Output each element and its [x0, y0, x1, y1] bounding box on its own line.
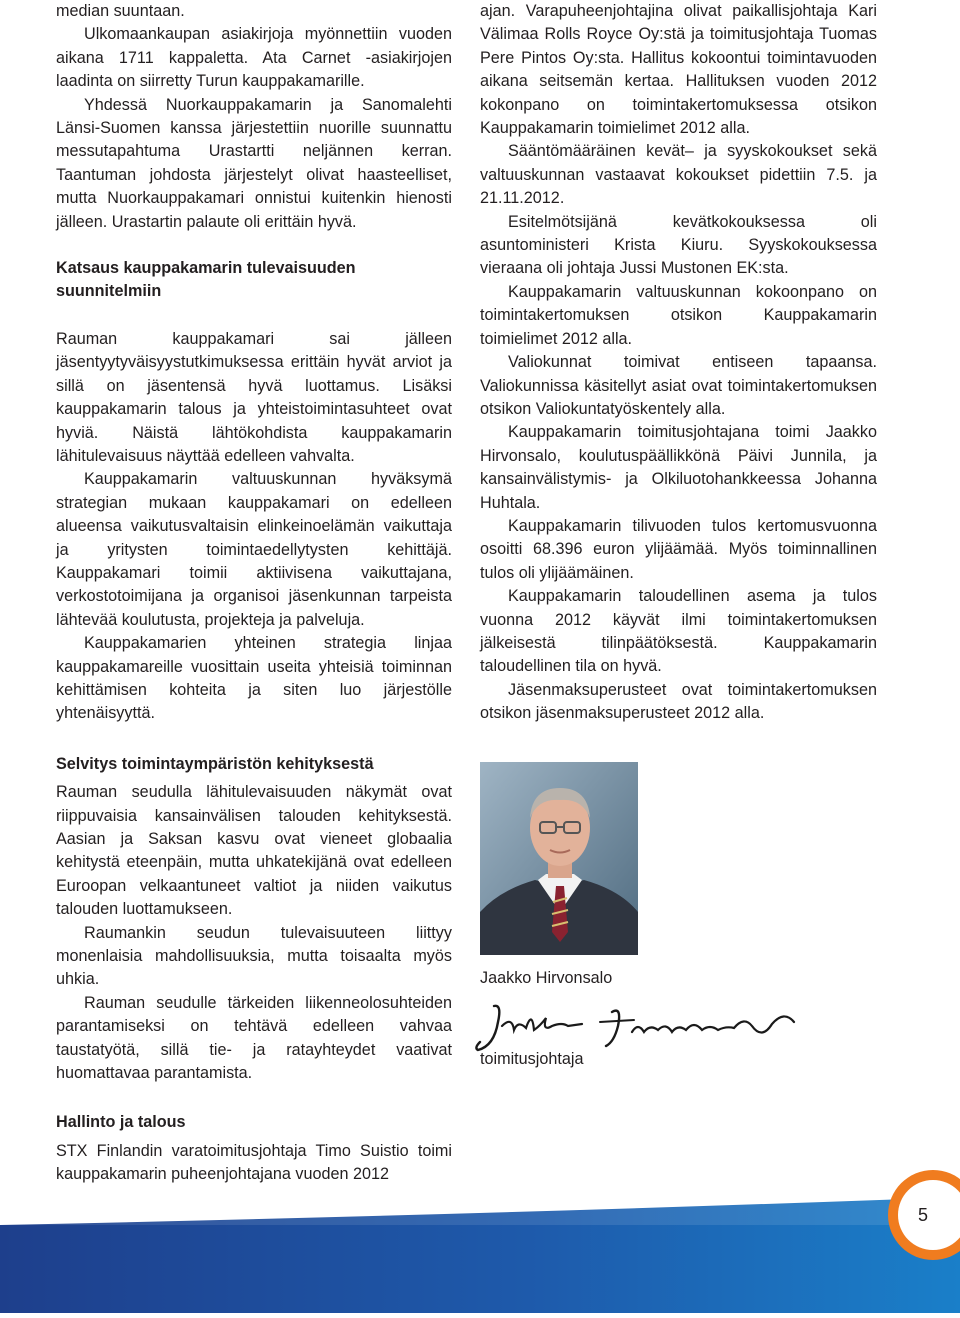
paragraph: Raumankin seudun tulevaisuuteen liittyy monenlaisia mahdollisuuksia, mutta toisaalta myös uhkia. — [56, 923, 452, 989]
page-number-badge-inner — [898, 1180, 960, 1250]
paragraph: Kauppakamarin valtuuskunnan kokoonpano on toimintakertomuksen otsikon Kauppakamarin toimielimet 2012 alla. — [480, 282, 877, 348]
paragraph: Kauppakamarin toimitusjohtajana toimi Jaakko Hirvonsalo, koulutuspäällikkönä Päivi Junnila, ja kansainvälistymis- ja Olkiluotohankkeessa Johanna Huhtala. — [480, 423, 877, 512]
paragraph: Sääntömääräinen kevät– ja syyskokoukset sekä valtuuskunnan vastaavat kokoukset pidettiin 7.5. ja 21.11.2012. — [480, 142, 877, 208]
section-heading-selvitys: Selvitys toimintaympäristön kehityksestä — [56, 754, 374, 773]
portrait-caption-name: Jaakko Hirvonsalo — [480, 969, 613, 987]
portrait-photo — [480, 762, 638, 955]
paragraph: Kauppakamarin valtuuskunnan hyväksymä strategian mukaan kauppakamari on edelleen alueensa vaikutusvaltaisin elinkeinoelämän vaikuttaja ja yritysten toimintaedellytysten kehittäjä. Kauppakamari toimii aktiivisena vaikuttajana, verkostotoimijana ja organisoi jäsenkunnan tarpeista lähtevää koulutusta, projekteja ja palveluja. — [56, 470, 452, 629]
paragraph: ajan. Varapuheenjohtajina olivat paikallisjohtaja Kari Välimaa Rolls Royce Oy:stä ja toimitusjohtaja Tuomas Pere Pintos Oy:sta. Hallitus kokoontui toimintavuoden aikana seitsemän kertaa. Hallituksen vuoden 2012 kokonpano on toimintakertomuksessa otsikon Kauppakamarin toimielimet 2012 alla. — [480, 2, 877, 138]
footer-band — [0, 1197, 960, 1313]
paragraph: Esitelmötsijänä kevätkokouksessa oli asuntoministeri Krista Kiuru. Syyskokouksessa vieraana oli johtaja Jussi Mustonen EK:sta. — [480, 212, 877, 278]
section-heading-katsaus: Katsaus kauppakamarin tulevaisuuden suunnitelmiin — [56, 259, 356, 301]
paragraph: Rauman kauppakamari sai jälleen jäsentyytyväisyystutkimuksessa erittäin hyvät arviot ja sillä on jäsentensä hyvä luottamus. Lisäksi kauppakamarin talous ja yhteistoimintasuhteet ovat hyviä. Näistä lähtökohdista kauppakamarin lähitulevaisuus näyttää edelleen vahvalta. — [56, 329, 452, 465]
paragraph: Rauman seudulle tärkeiden liikenneolosuhteiden parantamiseksi on tehtävä edelleen vahvaa taustatyötä, sillä tie- ja ratayhteydet vaativat huomattavaa parantamista. — [56, 993, 452, 1083]
paragraph: Jäsenmaksuperusteet ovat toimintakertomuksen otsikon jäsenmaksuperusteet 2012 alla. — [480, 680, 877, 723]
paragraph: median suuntaan. — [56, 2, 185, 20]
page-number: 5 — [918, 1205, 929, 1225]
paragraph: Kauppakamarin tilivuoden tulos kertomusvuonna osoitti 68.396 euron ylijäämää. Myös toiminnallinen tulos oli ylijäämäinen. — [480, 516, 877, 582]
paragraph: Yhdessä Nuorkauppakamarin ja Sanomalehti Länsi-Suomen kanssa järjestettiin nuorille suunnattu messutapahtuma Urastartti neljännen kerran. Taantuman johdosta järjestelyt olivat haasteelliset, mutta Nuorkauppakamari onnistui kuitenkin hienosti jälleen. Urastartin palaute oli erittäin hyvä. — [56, 95, 452, 231]
left-column — [56, 0, 452, 1187]
paragraph: Valiokunnat toimivat entiseen tapaansa. Valiokunnissa käsitellyt asiat ovat toimintakertomuksen otsikon Valiokuntatyöskentely alla. — [480, 353, 877, 418]
paragraph: Kauppakamarien yhteinen strategia linjaa kauppakamareille vuosittain useita yhteisiä toiminnan kehittämisen kohteita ja siten luo järjestölle yhtenäisyyttä. — [56, 634, 452, 723]
paragraph: Ulkomaankaupan asiakirjoja myönnettiin vuoden aikana 1711 kappaletta. Ata Carnet -asiakirjojen laadinta on siirretty Turun kauppakamarille. — [56, 25, 452, 91]
section-heading-hallinto: Hallinto ja talous — [56, 1113, 186, 1132]
right-column — [480, 0, 877, 726]
signature-image — [472, 996, 812, 1056]
paragraph: STX Finlandin varatoimitusjohtaja Timo Suistio toimi kauppakamarin puheenjohtajana vuoden 2012 — [56, 1141, 452, 1184]
paragraph: Rauman seudulla lähitulevaisuuden näkymät ovat riippuvaisia kansainvälisen talouden kehityksestä. Aasian ja Saksan kasvu ovat vieneet globaalia kehitystä eteenpäin, mutta uhkatekijänä ovat edelleen Euroopan velkaantuneet valtiot ja niiden vaikutus talouden luottamukseen. — [56, 783, 452, 919]
paragraph: Kauppakamarin taloudellinen asema ja tulos vuonna 2012 käyvät ilmi toimintakertomuksen jälkeisestä tilinpäätöksestä. Kauppakamarin taloudellinen tila on hyvä. — [480, 587, 877, 676]
portrait-caption-title: toimitusjohtaja — [480, 1050, 584, 1068]
